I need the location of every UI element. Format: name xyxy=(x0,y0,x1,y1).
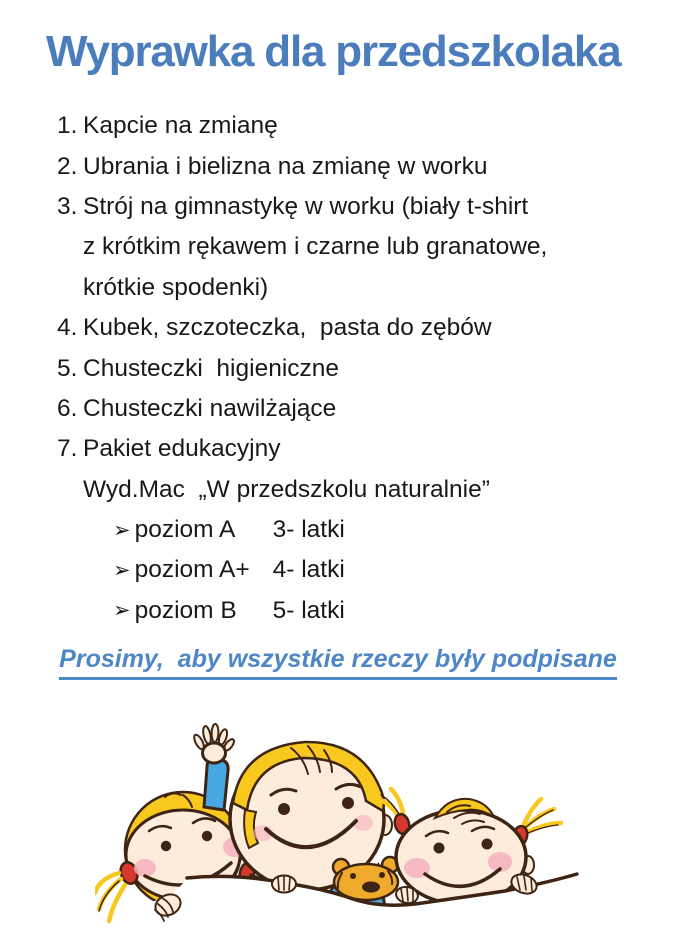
level-item xyxy=(57,591,637,631)
level-label: poziom A xyxy=(134,516,236,544)
item-text: Kubek, szczoteczka, pasta do zębów xyxy=(83,314,492,342)
level-item xyxy=(57,550,637,590)
list-item xyxy=(57,106,637,146)
item-text: Chusteczki nawilżające xyxy=(83,394,337,422)
item-text: Pakiet edukacyjny xyxy=(83,435,281,463)
item-text: Chusteczki higieniczne xyxy=(83,354,340,382)
level-age: 5- latki xyxy=(272,596,345,624)
list-item xyxy=(57,389,637,429)
supplies-list xyxy=(57,106,637,631)
list-item-continuation xyxy=(57,227,637,267)
notice-text: Prosimy, aby wszystkie rzeczy były podpisane xyxy=(59,645,617,680)
arrow-bullet-icon: ➢ xyxy=(113,558,131,582)
item-number: 2. xyxy=(57,152,78,180)
page-title: Wyprawka dla przedszkolaka xyxy=(46,27,621,76)
item-number: 7. xyxy=(57,435,78,463)
item-number: 3. xyxy=(57,192,78,220)
level-age: 4- latki xyxy=(272,556,345,584)
children-illustration xyxy=(95,715,585,940)
level-label: poziom B xyxy=(134,596,237,624)
list-item xyxy=(57,187,637,227)
item-number: 1. xyxy=(57,112,78,140)
item-number: 5. xyxy=(57,354,78,382)
list-item-continuation xyxy=(57,268,637,308)
level-age: 3- latki xyxy=(272,516,345,544)
item-text: Kapcie na zmianę xyxy=(83,112,278,140)
level-item xyxy=(57,510,637,550)
item-text: Strój na gimnastykę w worku (biały t-shirt xyxy=(83,192,529,220)
list-item xyxy=(57,308,637,348)
list-item xyxy=(57,429,637,469)
publisher-line xyxy=(57,470,637,510)
list-item xyxy=(57,146,637,186)
publisher-text: Wyd.Mac „W przedszkolu naturalnie” xyxy=(83,475,490,503)
item-number: 6. xyxy=(57,394,78,422)
arrow-bullet-icon: ➢ xyxy=(113,599,131,623)
level-label: poziom A+ xyxy=(134,556,250,584)
item-text: Ubrania i bielizna na zmianę w worku xyxy=(83,152,488,180)
item-text: krótkie spodenki) xyxy=(83,273,269,301)
arrow-bullet-icon: ➢ xyxy=(113,518,131,542)
notice-line xyxy=(0,645,676,680)
list-item xyxy=(57,348,637,388)
item-text: z krótkim rękawem i czarne lub granatowe, xyxy=(83,233,548,261)
teddy-bear-illustration xyxy=(333,857,398,900)
item-number: 4. xyxy=(57,314,78,342)
